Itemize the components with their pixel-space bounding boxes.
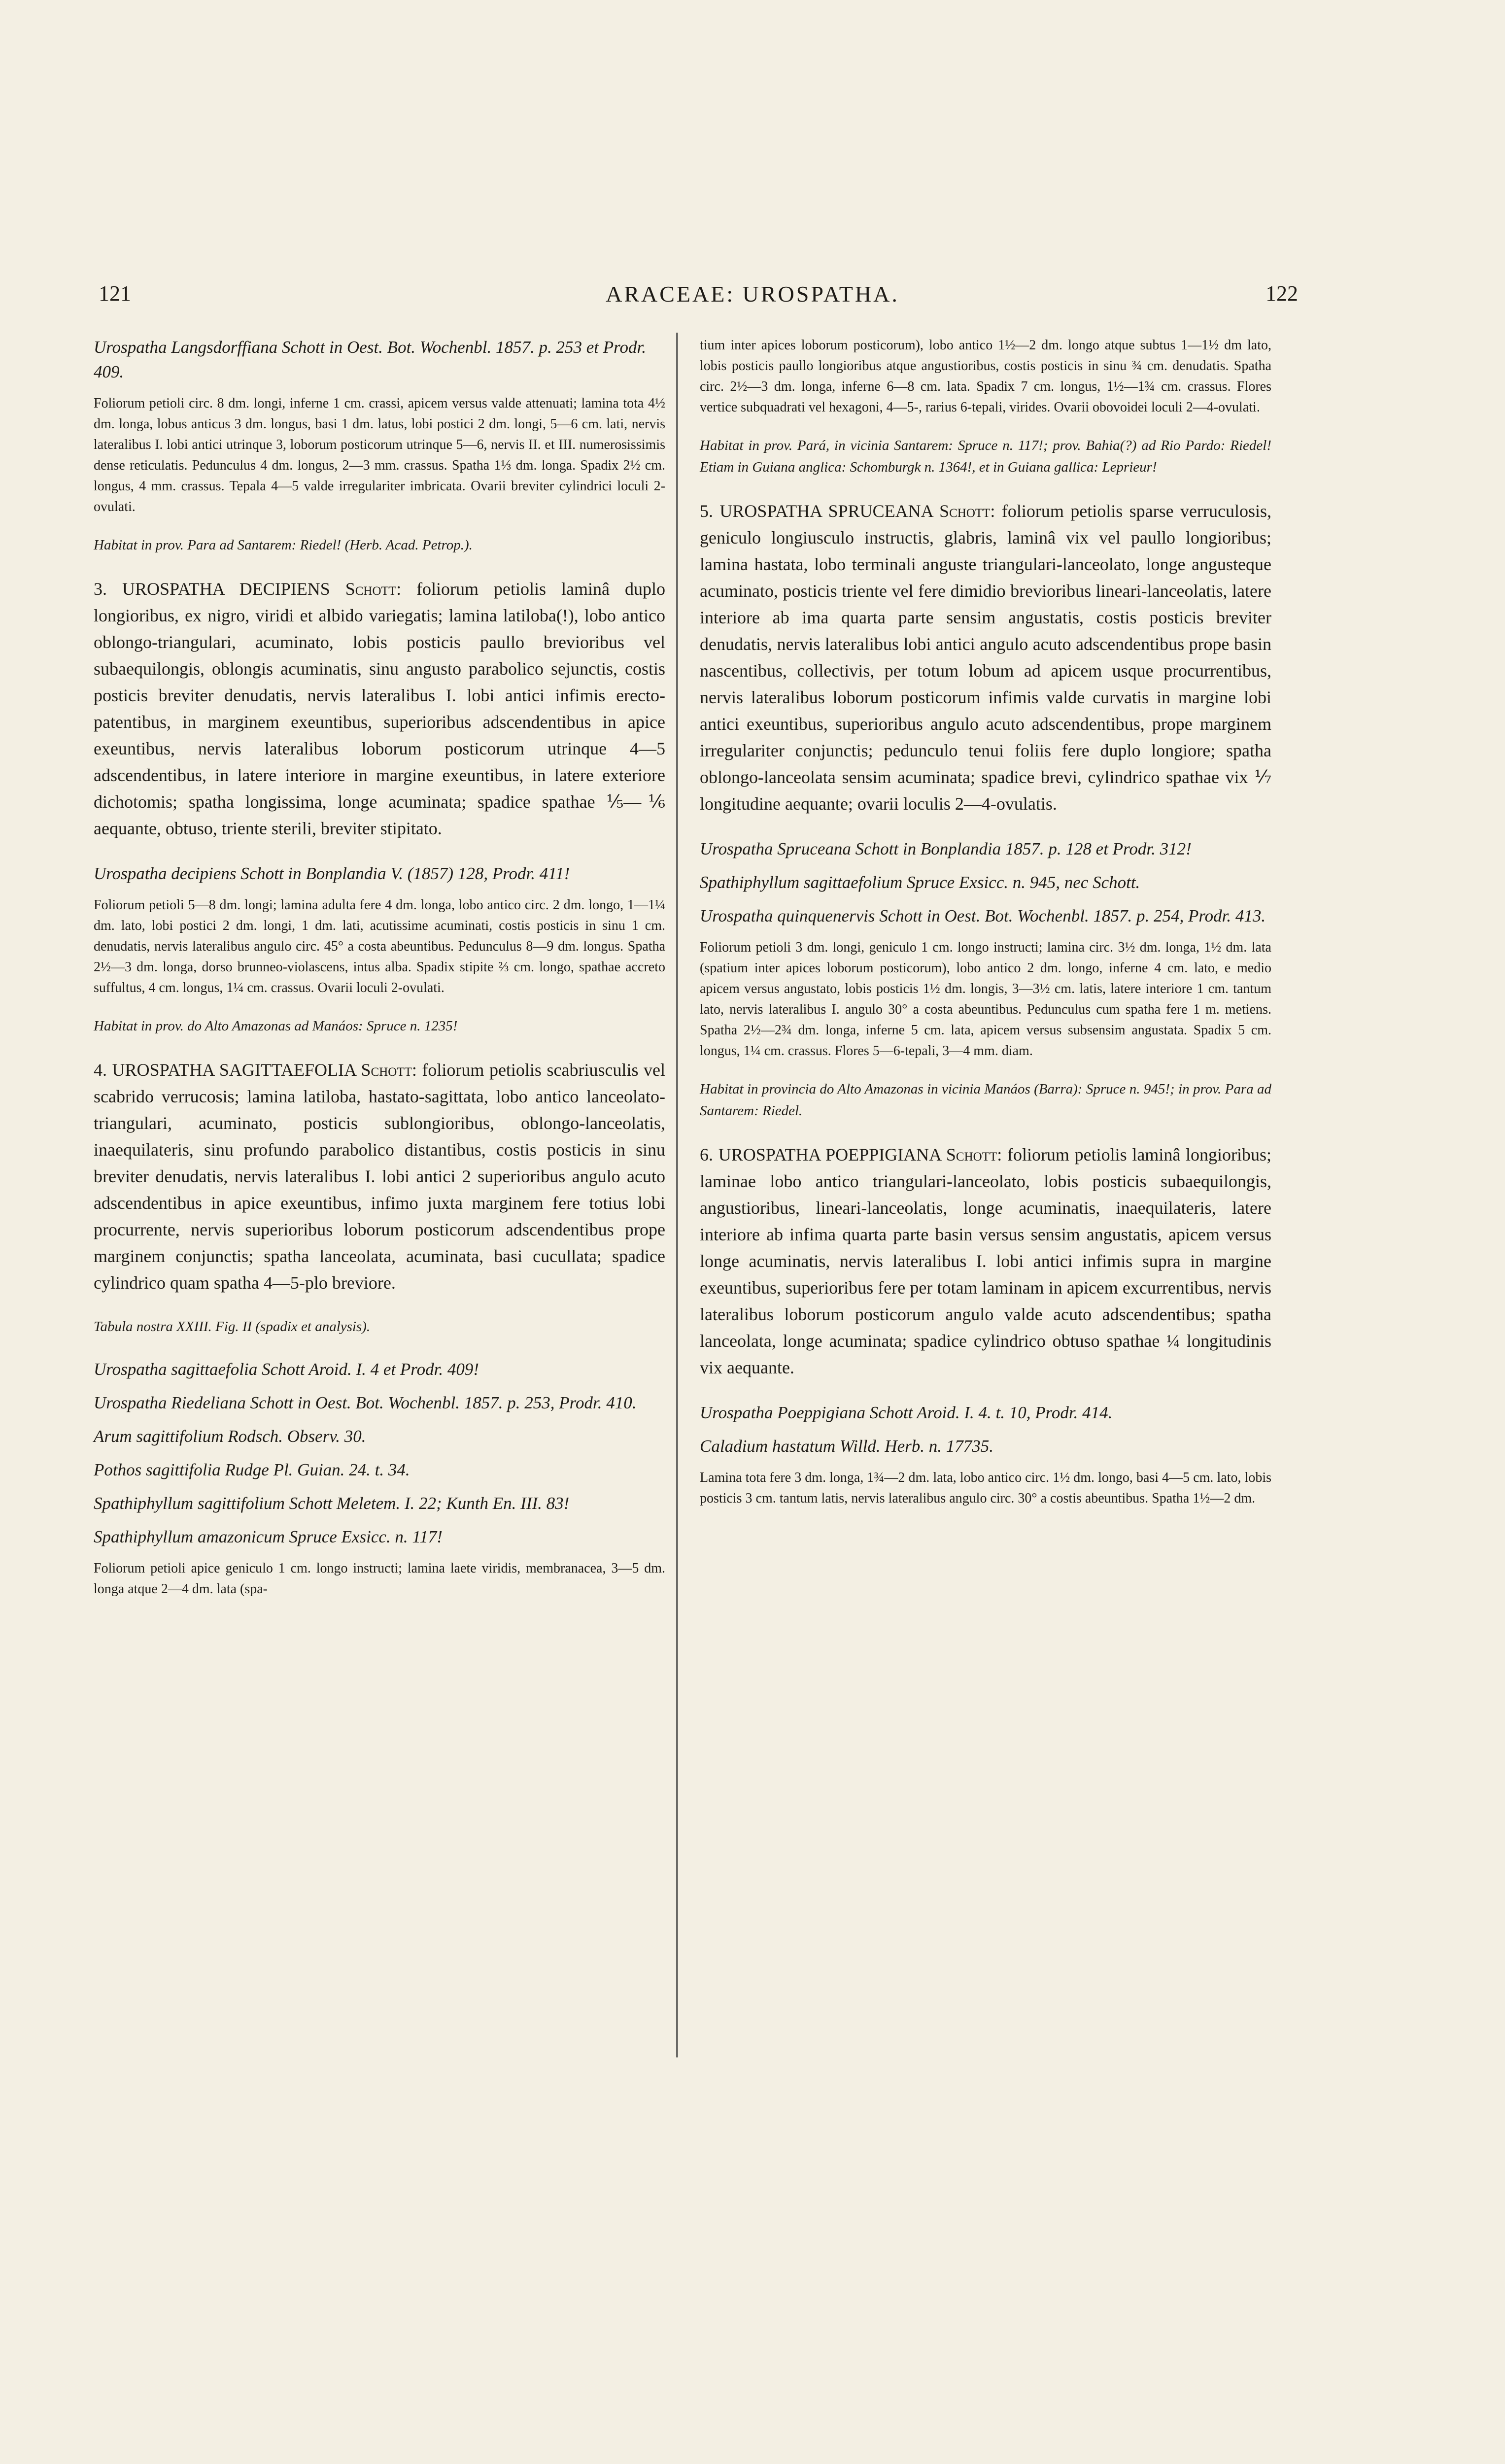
synonym-line: Urospatha Poeppigiana Schott Aroid. I. 4. t. 10, Prodr. 414. xyxy=(700,1403,1113,1422)
left-column xyxy=(94,335,665,1616)
synonym-line: Urospatha Langsdorffiana Schott in Oest. Bot. Wochenbl. 1857. p. 253 et Prodr. 409. xyxy=(94,338,646,381)
species-description xyxy=(700,1141,1271,1381)
species-heading: 4. UROSPATHA SAGITTAEFOLIA Schott: xyxy=(94,1060,417,1080)
synonym-line: Urospatha decipiens Schott in Bonplandia V. (1857) 128, Prodr. 411! xyxy=(94,864,570,883)
species-heading: 5. UROSPATHA SPRUCEANA Schott: xyxy=(700,501,995,521)
species-text: foliorum petiolis laminâ longioribus; laminae lobo antico triangulari-lanceolato, lobis posticis subaequilongis, angustioribus, lineari-lanceolatis, longe acuminatis, inaequilateris, latere interiore ab infima quarta parte basin versus sensim angustatis, apicem versus longe acuminatis, nervis lateralibus I. lobi antici infimis supra in margine exeuntibus, superioribus fere per totam laminam in apicem excurrentibus, nervis lateralibus loborum posticorum angulo valde acuto adscendentibus; spatha lanceolata, longe acuminata; spadice cylindrico obtuso spathae ¼ longitudinis vix aequante. xyxy=(700,1145,1272,1377)
habitat-note: Habitat in provincia do Alto Amazonas in vicinia Manáos (Barra): Spruce n. 945!; in prov. Para ad Santarem: Riedel. xyxy=(700,1081,1271,1119)
synonym-line: Spathiphyllum amazonicum Spruce Exsicc. n. 117! xyxy=(94,1527,443,1546)
species-description xyxy=(94,576,665,842)
measurement-paragraph: Foliorum petioli apice geniculo 1 cm. longo instructi; lamina laete viridis, membranacea, 3—5 dm. longa atque 2—4 dm. lata (spa- xyxy=(94,1561,665,1597)
measurement-paragraph: Foliorum petioli circ. 8 dm. longi, inferne 1 cm. crassi, apicem versus valde attenuati; lamina tota 4½ dm. longa, lobus anticus 3 dm. longus, basi 1 dm. latus, lobi postici 2 dm. longi, 5—6 cm. lati, nervis lateralibus I. lobi antici utrinque 3, loborum posticorum utrinque 5—6, nervis II. et III. numerosissimis dense reticulatis. Pedunculus 4 dm. longus, 2—3 mm. crassus. Spatha 1⅓ dm. longa. Spadix 2½ cm. longus, 4 mm. crassus. Tepala 4—5 valde irregulariter imbricata. Ovarii breviter cylindrici loculi 2-ovulati. xyxy=(94,396,665,514)
synonym-line: Urospatha sagittaefolia Schott Aroid. I. 4 et Prodr. 409! xyxy=(94,1360,479,1379)
habitat-note: Habitat in prov. do Alto Amazonas ad Manáos: Spruce n. 1235! xyxy=(94,1018,458,1034)
page-number-left: 121 xyxy=(99,281,131,306)
synonym-line: Urospatha Riedeliana Schott in Oest. Bot. Wochenbl. 1857. p. 253, Prodr. 410. xyxy=(94,1393,637,1412)
species-heading: 6. UROSPATHA POEPPIGIANA Schott: xyxy=(700,1145,1002,1164)
species-text: foliorum petiolis sparse verruculosis, geniculo longiusculo instructis, glabris, laminâ vix vel paullo longioribus; lamina hastata, lobo terminali anguste triangulari-lanceolato, longe angusteque acuminato, posticis triente vel fere dimidio brevioribus lineari-lanceolatis, latere interiore ab ima quarta parte sensim angustatis, costis posticis breviter denudatis, nervis lateralibus lobi antici angulo acuto adscendentibus prope basin nascentibus, collectivis, per totum lobum ad apicem usque procurrentibus, nervis lateralibus loborum posticorum infimis valde curvatis in margine lobi antici exeuntibus, superioribus angulo acuto adscendentibus, prope marginem irregulariter conjunctis; pedunculo tenui foliis fere duplo longiore; spatha oblongo-lanceolata sensim acuminata; spadice brevi, cylindrico spathae vix ⅐ longitudine aequante; ovarii loculis 2—4-ovulatis. xyxy=(700,501,1271,814)
species-description xyxy=(94,1057,665,1296)
measurement-paragraph: Foliorum petioli 5—8 dm. longi; lamina adulta fere 4 dm. longa, lobo antico circ. 2 dm. longo, 1—1¼ dm. lato, lobi postici 2 dm. longi, 1 dm. lati, acutissime acuminati, costis posticis in sinu 1 cm. denudatis, nervis lateralibus angulo circ. 45° a costa abeuntibus. Pedunculus 8—9 dm. longus. Spatha 2½—3 dm. longa, dorso brunneo-violascens, intus alba. Spadix stipite ⅔ cm. longo, spathae accreto suffultus, 4 cm. longus, 1¼ cm. crassus. Ovarii loculi 2-ovulati. xyxy=(94,897,665,995)
habitat-note: Habitat in prov. Para ad Santarem: Riedel! (Herb. Acad. Petrop.). xyxy=(94,537,473,553)
synonym-line: Urospatha Spruceana Schott in Bonplandia 1857. p. 128 et Prodr. 312! xyxy=(700,839,1192,858)
species-description xyxy=(700,498,1271,817)
synonym-line: Arum sagittifolium Rodsch. Observ. 30. xyxy=(94,1427,366,1446)
synonym-line: Spathiphyllum sagittifolium Schott Meletem. I. 22; Kunth En. III. 83! xyxy=(94,1494,570,1513)
synonym-line: Urospatha quinquenervis Schott in Oest. Bot. Wochenbl. 1857. p. 254, Prodr. 413. xyxy=(700,906,1266,925)
page-number-right: 122 xyxy=(1266,281,1298,306)
synonym-line: Pothos sagittifolia Rudge Pl. Guian. 24. t. 34. xyxy=(94,1460,410,1479)
page-header xyxy=(0,281,1505,320)
right-column xyxy=(700,335,1271,1526)
measurement-paragraph: Lamina tota fere 3 dm. longa, 1¾—2 dm. lata, lobo antico circ. 1½ dm. longo, basi 4—5 cm. lato, lobis posticis 3 cm. tantum latis, nervis lateralibus angulo circ. 30° a costis abeuntibus. Spatha 1½—2 dm. xyxy=(700,1470,1271,1506)
column-divider xyxy=(676,333,678,2057)
measurement-paragraph: tium inter apices loborum posticorum), lobo antico 1½—2 dm. longo atque subtus 1—1½ dm lato, lobis posticis paullo longioribus atque angustioribus, costis posticis in sinu ¾ cm. denudatis. Spatha circ. 2½—3 dm. longa, inferne 6—8 cm. lata. Spadix 7 cm. longus, 1½—1¾ cm. crassus. Flores vertice subquadrati vel hexagoni, 4—5-, rarius 6-tepali, virides. Ovarii obovoidei loculi 2—4-ovulati. xyxy=(700,338,1271,415)
measurement-paragraph: Foliorum petioli 3 dm. longi, geniculo 1 cm. longo instructi; lamina circ. 3½ dm. longa, 1½ dm. lata (spatium inter apices loborum posticorum), lobo antico 2 dm. longo, inferne 4 cm. lato, e medio apicem versus angustato, lobis posticis 1½ dm. longis, 3—3½ cm. latis, latere interiore 1 cm. tantum lato, nervis lateralibus I. angulo 30° a costa abeuntibus. Pedunculus cum spatha fere 1 m. metiens. Spatha 2½—2¾ dm. longa, inferne 5 cm. lata, apicem versus subsensim angustata. Spadix 5 cm. longus, 1¼ cm. crassus. Flores 5—6-tepali, 3—4 mm. diam. xyxy=(700,940,1271,1059)
running-title: ARACEAE: UROSPATHA. xyxy=(606,281,899,307)
species-heading: 3. UROSPATHA DECIPIENS Schott: xyxy=(94,579,402,599)
species-text: foliorum petiolis laminâ duplo longioribus, ex nigro, viridi et albido variegatis; lamina latiloba(!), lobo antico oblongo-triangulari, acuminato, lobis posticis paullo brevioribus vel subaequilongis, oblongis acuminatis, sinu angusto parabolico sejunctis, costis posticis breviter denudatis, nervis lateralibus I. lobi antici infimis erecto-patentibus, in marginem exeuntibus, superioribus adscendentibus in apice exeuntibus, nervis lateralibus loborum posticorum utrinque 4—5 adscendentibus, in latere interiore in margine exeuntibus, in latere exteriore dichotomis; spatha longissima, longe acuminata; spadice spathae ⅕—⅙ aequante, obtuso, triente sterili, breviter stipitato. xyxy=(94,579,665,838)
synonym-line: Spathiphyllum sagittaefolium Spruce Exsicc. n. 945, nec Schott. xyxy=(700,873,1140,892)
habitat-note: Habitat in prov. Pará, in vicinia Santarem: Spruce n. 117!; prov. Bahia(?) ad Rio Pardo: Riedel! Etiam in Guiana anglica: Schomburgk n. 1364!, et in Guiana gallica: Leprieur! xyxy=(700,438,1271,475)
habitat-note: Tabula nostra XXIII. Fig. II (spadix et analysis). xyxy=(94,1319,371,1335)
synonym-line: Caladium hastatum Willd. Herb. n. 17735. xyxy=(700,1437,993,1456)
species-text: foliorum petiolis scabriusculis vel scabrido verrucosis; lamina latiloba, hastato-sagittata, lobo antico lanceolato-triangulari, acuminato, posticis sublongioribus, oblongo-lanceolatis, inaequilateris, sinu profundo parabolico distantibus, costis posticis in sinu breviter denudatis, nervis lateralibus I. lobi antici 2 superioribus angulo acuto adscendentibus in apice exeuntibus, infimo juxta marginem fere totius lobi procurrente, nervis superioribus loborum posticorum adscendentibus prope marginem conjunctis; spatha lanceolata, acuminata, basi cucullata; spadice cylindrico quam spatha 4—5-plo breviore. xyxy=(94,1060,665,1293)
